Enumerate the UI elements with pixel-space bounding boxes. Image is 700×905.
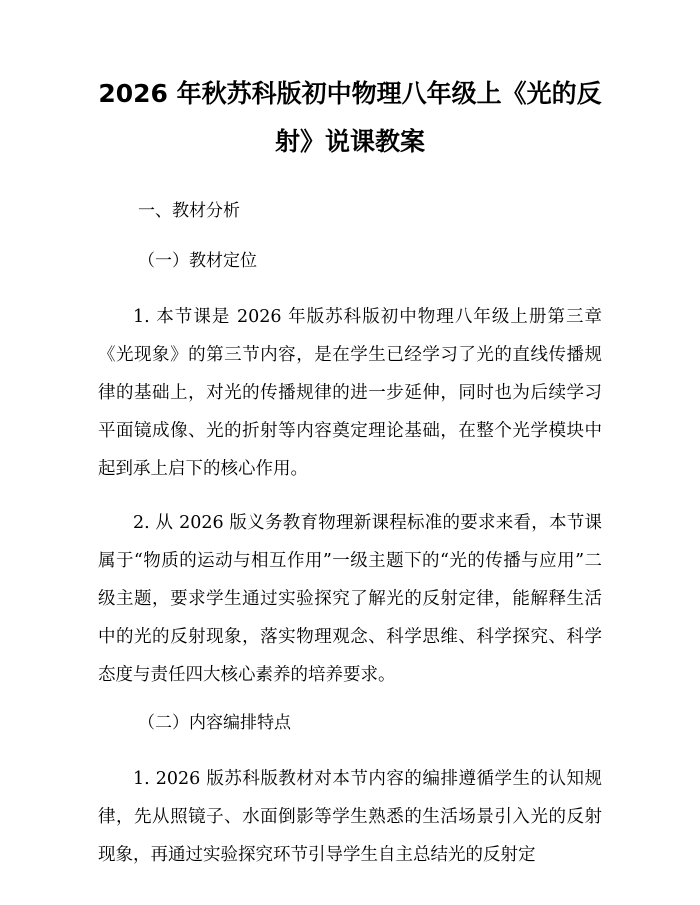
subsection-heading-positioning: （一）教材定位 (138, 251, 257, 271)
section-heading-textbook-analysis: 一、教材分析 (138, 201, 240, 221)
paragraph-positioning-1: 1. 本节课是 2026 年版苏科版初中物理八年级上册第三章《光现象》的第三节内容，是在学生已经学习了光的直线传播规律的基础上，对光的传播规律的进一步延伸，同时也为后续学习平面镜成像、光的折射等内容奠定理论基础，在整个光学模块中起到承上启下的核心作用。 (98, 307, 602, 479)
document-title (98, 70, 602, 166)
title-line-1: 2026 年秋苏科版初中物理八年级上《光的反 (98, 79, 602, 108)
paragraph-arrangement-1: 1. 2026 版苏科版教材对本节内容的编排遵循学生的认知规律，先从照镜子、水面倒影等学生熟悉的生活场景引入光的反射现象，再通过实验探究环节引导学生自主总结光的反射定 (98, 769, 602, 865)
title-line-2: 射》说课教案 (274, 127, 425, 156)
paragraph-positioning-2: 2. 从 2026 版义务教育物理新课程标准的要求来看，本节课属于“物质的运动与相互作用”一级主题下的“光的传播与应用”二级主题，要求学生通过实验探究了解光的反射定律，能解释生活中的光的反射现象，落实物理观念、科学思维、科学探究、科学态度与责任四大核心素养的培养要求。 (98, 513, 602, 685)
subsection-heading-content-arrangement: （二）内容编排特点 (138, 713, 291, 733)
